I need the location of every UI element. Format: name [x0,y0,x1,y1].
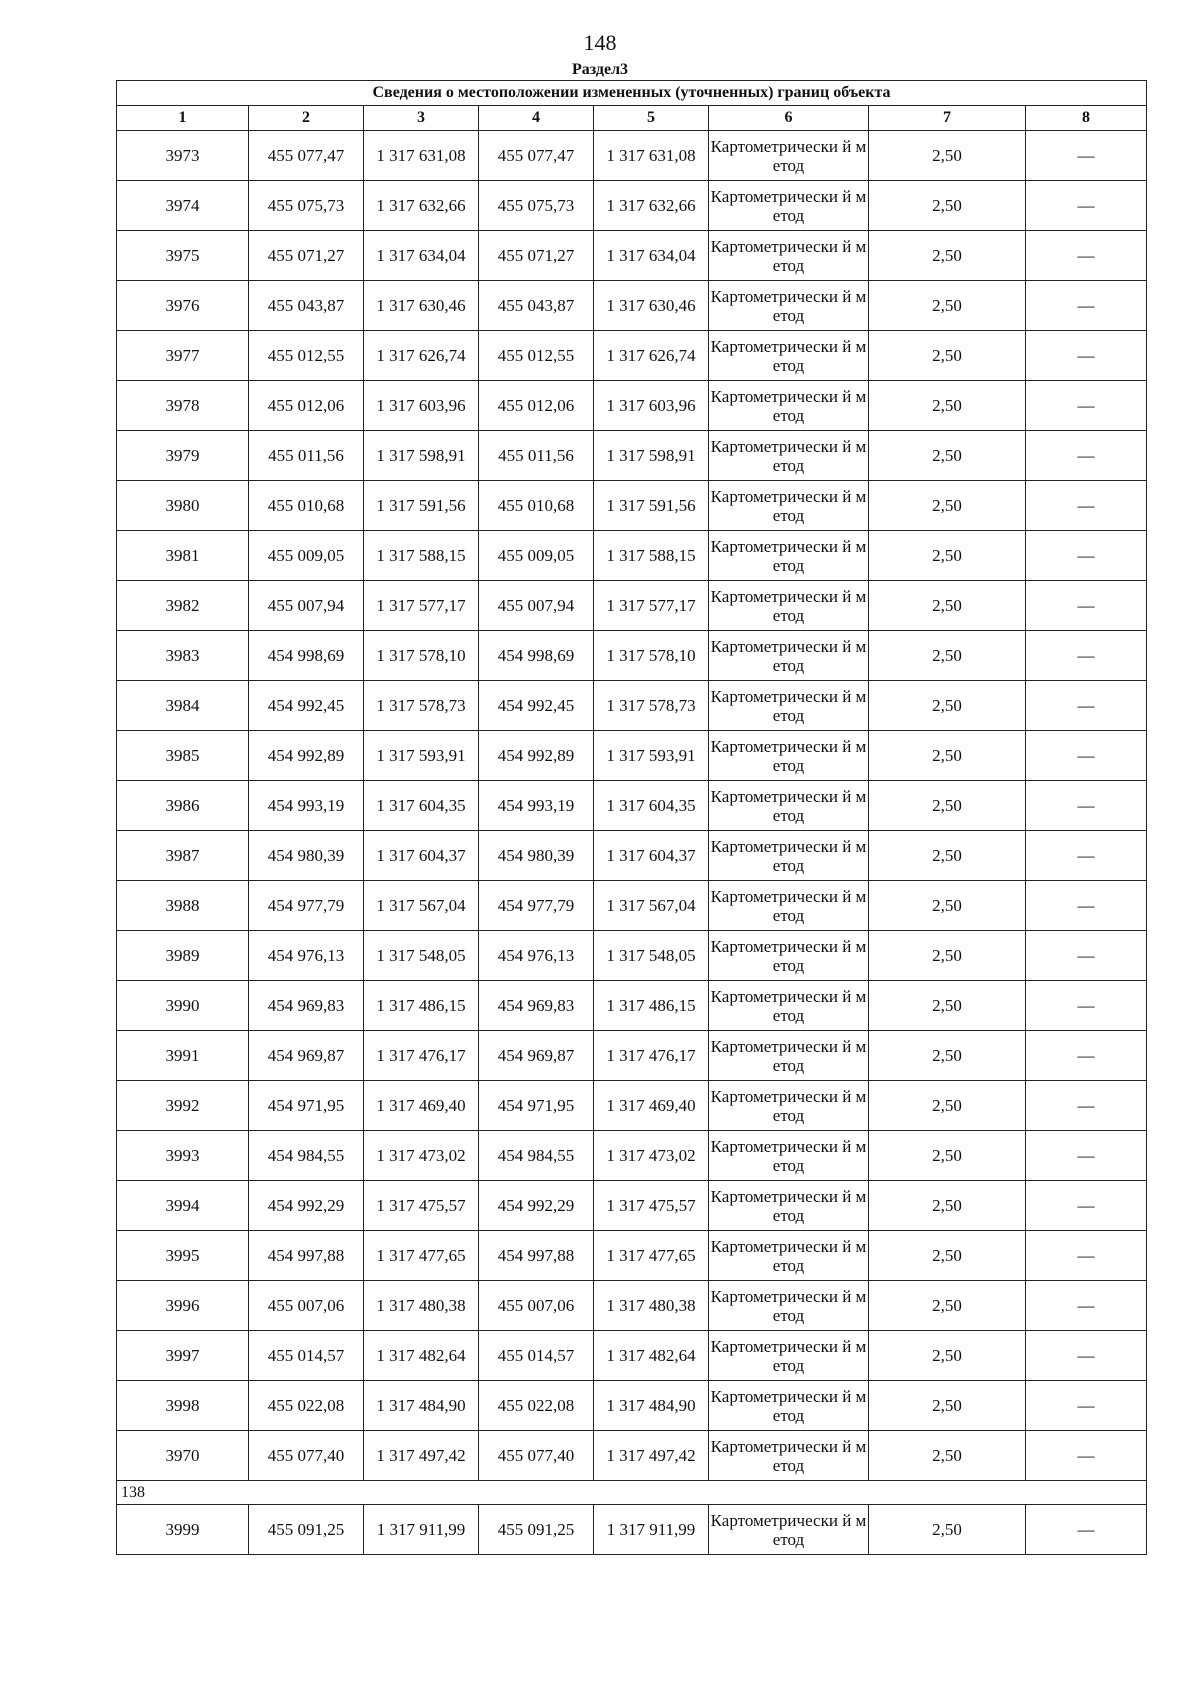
cell-description: — [1026,231,1147,281]
cell-point-number: 3982 [117,581,249,631]
cell-point-number: 3978 [117,381,249,431]
cell-accuracy: 2,50 [869,781,1026,831]
cell-point-number: 3974 [117,181,249,231]
table-row [117,1505,1147,1555]
cell-x-new: 454 998,69 [479,631,594,681]
cell-method: Картометрически й метод [709,231,869,281]
cell-x-old: 455 012,55 [249,331,364,381]
cell-point-number: 3980 [117,481,249,531]
column-header: 5 [594,106,709,131]
cell-accuracy: 2,50 [869,1381,1026,1431]
cell-point-number: 3981 [117,531,249,581]
cell-accuracy: 2,50 [869,1031,1026,1081]
cell-method: Картометрически й метод [709,1031,869,1081]
cell-y-old: 1 317 603,96 [364,381,479,431]
cell-y-new: 1 317 591,56 [594,481,709,531]
cell-x-old: 455 010,68 [249,481,364,531]
cell-accuracy: 2,50 [869,431,1026,481]
cell-description: — [1026,581,1147,631]
cell-method: Картометрически й метод [709,1505,869,1555]
cell-description: — [1026,481,1147,531]
table-row [117,1231,1147,1281]
column-header: 2 [249,106,364,131]
cell-x-old: 454 971,95 [249,1081,364,1131]
cell-method: Картометрически й метод [709,781,869,831]
cell-x-old: 455 091,25 [249,1505,364,1555]
cell-accuracy: 2,50 [869,881,1026,931]
cell-accuracy: 2,50 [869,1281,1026,1331]
cell-x-new: 454 969,87 [479,1031,594,1081]
cell-y-new: 1 317 577,17 [594,581,709,631]
cell-accuracy: 2,50 [869,331,1026,381]
cell-point-number: 3983 [117,631,249,681]
cell-x-old: 454 998,69 [249,631,364,681]
cell-x-new: 455 075,73 [479,181,594,231]
cell-y-old: 1 317 591,56 [364,481,479,531]
cell-y-old: 1 317 577,17 [364,581,479,631]
table-row [117,281,1147,331]
cell-y-new: 1 317 486,15 [594,981,709,1031]
cell-point-number: 3995 [117,1231,249,1281]
cell-accuracy: 2,50 [869,1231,1026,1281]
table-row [117,631,1147,681]
cell-x-new: 454 977,79 [479,881,594,931]
table-row [117,431,1147,481]
cell-x-old: 454 984,55 [249,1131,364,1181]
cell-x-new: 455 091,25 [479,1505,594,1555]
cell-description: — [1026,381,1147,431]
cell-description: — [1026,1181,1147,1231]
cell-accuracy: 2,50 [869,231,1026,281]
table-row [117,1181,1147,1231]
table-row [117,1031,1147,1081]
table-row [117,1381,1147,1431]
cell-y-new: 1 317 588,15 [594,531,709,581]
cell-description: — [1026,1281,1147,1331]
cell-y-old: 1 317 588,15 [364,531,479,581]
cell-y-old: 1 317 632,66 [364,181,479,231]
cell-y-old: 1 317 578,73 [364,681,479,731]
cell-y-old: 1 317 480,38 [364,1281,479,1331]
cell-y-new: 1 317 603,96 [594,381,709,431]
cell-point-number: 3973 [117,131,249,181]
cell-y-new: 1 317 475,57 [594,1181,709,1231]
cell-x-old: 455 077,47 [249,131,364,181]
cell-point-number: 3990 [117,981,249,1031]
cell-x-old: 455 077,40 [249,1431,364,1481]
cell-accuracy: 2,50 [869,831,1026,881]
table-row [117,1431,1147,1481]
cell-y-old: 1 317 634,04 [364,231,479,281]
boundary-coordinates-table [116,80,1147,1555]
cell-description: — [1026,331,1147,381]
cell-method: Картометрически й метод [709,881,869,931]
cell-y-old: 1 317 475,57 [364,1181,479,1231]
cell-point-number: 3998 [117,1381,249,1431]
table-row [117,1081,1147,1131]
cell-accuracy: 2,50 [869,381,1026,431]
cell-accuracy: 2,50 [869,731,1026,781]
cell-y-new: 1 317 567,04 [594,881,709,931]
cell-accuracy: 2,50 [869,181,1026,231]
cell-y-new: 1 317 604,35 [594,781,709,831]
cell-method: Картометрически й метод [709,831,869,881]
cell-description: — [1026,1231,1147,1281]
cell-y-old: 1 317 497,42 [364,1431,479,1481]
cell-description: — [1026,1131,1147,1181]
cell-y-new: 1 317 477,65 [594,1231,709,1281]
table-row [117,831,1147,881]
cell-y-new: 1 317 911,99 [594,1505,709,1555]
cell-point-number: 3991 [117,1031,249,1081]
table-row [117,531,1147,581]
cell-x-new: 454 993,19 [479,781,594,831]
cell-point-number: 3992 [117,1081,249,1131]
cell-point-number: 3989 [117,931,249,981]
cell-description: — [1026,931,1147,981]
cell-point-number: 3977 [117,331,249,381]
cell-x-old: 454 980,39 [249,831,364,881]
cell-y-new: 1 317 604,37 [594,831,709,881]
cell-x-old: 455 014,57 [249,1331,364,1381]
cell-description: — [1026,1331,1147,1381]
cell-method: Картометрически й метод [709,181,869,231]
cell-method: Картометрически й метод [709,581,869,631]
cell-y-old: 1 317 469,40 [364,1081,479,1131]
column-header: 7 [869,106,1026,131]
cell-description: — [1026,781,1147,831]
cell-x-old: 454 992,45 [249,681,364,731]
cell-y-new: 1 317 469,40 [594,1081,709,1131]
cell-x-old: 454 997,88 [249,1231,364,1281]
cell-y-old: 1 317 593,91 [364,731,479,781]
cell-x-new: 454 976,13 [479,931,594,981]
cell-point-number: 3975 [117,231,249,281]
cell-method: Картометрически й метод [709,981,869,1031]
cell-x-new: 455 009,05 [479,531,594,581]
cell-x-old: 455 011,56 [249,431,364,481]
section-title: Раздел3 [571,61,629,78]
cell-method: Картометрически й метод [709,1131,869,1181]
cell-x-new: 455 043,87 [479,281,594,331]
table-row [117,381,1147,431]
cell-description: — [1026,981,1147,1031]
cell-accuracy: 2,50 [869,1431,1026,1481]
cell-x-new: 455 012,55 [479,331,594,381]
column-header: 3 [364,106,479,131]
cell-x-old: 454 976,13 [249,931,364,981]
cell-y-old: 1 317 631,08 [364,131,479,181]
cell-description: — [1026,1081,1147,1131]
cell-y-new: 1 317 473,02 [594,1131,709,1181]
cell-point-number: 3979 [117,431,249,481]
cell-y-new: 1 317 578,73 [594,681,709,731]
cell-accuracy: 2,50 [869,531,1026,581]
cell-accuracy: 2,50 [869,281,1026,331]
cell-accuracy: 2,50 [869,481,1026,531]
cell-method: Картометрически й метод [709,1431,869,1481]
column-header: 8 [1026,106,1147,131]
table-row [117,481,1147,531]
cell-y-old: 1 317 486,15 [364,981,479,1031]
cell-point-number: 3999 [117,1505,249,1555]
cell-y-old: 1 317 626,74 [364,331,479,381]
cell-y-new: 1 317 484,90 [594,1381,709,1431]
cell-method: Картометрически й метод [709,281,869,331]
table-row [117,231,1147,281]
cell-x-old: 455 075,73 [249,181,364,231]
cell-point-number: 3984 [117,681,249,731]
cell-description: — [1026,831,1147,881]
cell-accuracy: 2,50 [869,981,1026,1031]
cell-x-new: 454 992,45 [479,681,594,731]
table-row [117,581,1147,631]
cell-point-number: 3986 [117,781,249,831]
cell-y-old: 1 317 911,99 [364,1505,479,1555]
cell-method: Картометрически й метод [709,531,869,581]
cell-accuracy: 2,50 [869,1331,1026,1381]
cell-description: — [1026,431,1147,481]
cell-accuracy: 2,50 [869,1505,1026,1555]
table-row [117,981,1147,1031]
cell-description: — [1026,681,1147,731]
cell-y-old: 1 317 598,91 [364,431,479,481]
cell-y-old: 1 317 482,64 [364,1331,479,1381]
table-row [117,331,1147,381]
cell-accuracy: 2,50 [869,131,1026,181]
column-header: 1 [117,106,249,131]
table-row [117,931,1147,981]
cell-y-new: 1 317 630,46 [594,281,709,331]
cell-description: — [1026,1431,1147,1481]
cell-description: — [1026,731,1147,781]
cell-x-new: 455 007,06 [479,1281,594,1331]
cell-method: Картометрически й метод [709,481,869,531]
cell-accuracy: 2,50 [869,1181,1026,1231]
cell-y-new: 1 317 476,17 [594,1031,709,1081]
cell-x-new: 454 969,83 [479,981,594,1031]
cell-method: Картометрически й метод [709,431,869,481]
cell-description: — [1026,631,1147,681]
cell-description: — [1026,1505,1147,1555]
cell-y-old: 1 317 604,35 [364,781,479,831]
cell-y-new: 1 317 626,74 [594,331,709,381]
cell-point-number: 3970 [117,1431,249,1481]
cell-x-old: 455 007,06 [249,1281,364,1331]
cell-y-old: 1 317 476,17 [364,1031,479,1081]
cell-method: Картометрически й метод [709,1381,869,1431]
table-row [117,781,1147,831]
cell-x-new: 454 971,95 [479,1081,594,1131]
cell-y-old: 1 317 604,37 [364,831,479,881]
cell-method: Картометрически й метод [709,1331,869,1381]
cell-x-old: 455 009,05 [249,531,364,581]
cell-x-old: 455 007,94 [249,581,364,631]
cell-x-new: 455 014,57 [479,1331,594,1381]
cell-accuracy: 2,50 [869,1131,1026,1181]
cell-y-new: 1 317 482,64 [594,1331,709,1381]
table-row [117,681,1147,731]
cell-y-new: 1 317 578,10 [594,631,709,681]
cell-y-old: 1 317 548,05 [364,931,479,981]
table-title: Сведения о местоположении измененных (уточненных) границ объекта [117,81,1147,106]
group-label: 138 [117,1481,1147,1505]
cell-point-number: 3994 [117,1181,249,1231]
table-row [117,181,1147,231]
table-row [117,1331,1147,1381]
cell-x-new: 455 077,47 [479,131,594,181]
cell-x-old: 455 043,87 [249,281,364,331]
cell-x-old: 455 022,08 [249,1381,364,1431]
cell-description: — [1026,281,1147,331]
cell-x-new: 454 992,29 [479,1181,594,1231]
cell-method: Картометрически й метод [709,1181,869,1231]
cell-method: Картометрически й метод [709,731,869,781]
cell-x-old: 454 993,19 [249,781,364,831]
cell-x-new: 455 010,68 [479,481,594,531]
cell-method: Картометрически й метод [709,631,869,681]
table-row [117,1131,1147,1181]
cell-method: Картометрически й метод [709,131,869,181]
cell-x-old: 454 992,29 [249,1181,364,1231]
cell-y-new: 1 317 480,38 [594,1281,709,1331]
table-row [117,131,1147,181]
cell-x-new: 455 077,40 [479,1431,594,1481]
cell-x-old: 455 071,27 [249,231,364,281]
cell-accuracy: 2,50 [869,681,1026,731]
cell-x-old: 454 977,79 [249,881,364,931]
cell-point-number: 3993 [117,1131,249,1181]
cell-method: Картометрически й метод [709,681,869,731]
cell-y-new: 1 317 598,91 [594,431,709,481]
header-row [117,106,1147,131]
cell-y-new: 1 317 548,05 [594,931,709,981]
cell-y-old: 1 317 484,90 [364,1381,479,1431]
cell-x-new: 455 022,08 [479,1381,594,1431]
cell-accuracy: 2,50 [869,631,1026,681]
cell-description: — [1026,131,1147,181]
cell-point-number: 3987 [117,831,249,881]
cell-x-old: 454 969,87 [249,1031,364,1081]
cell-x-old: 454 992,89 [249,731,364,781]
cell-description: — [1026,531,1147,581]
cell-x-old: 454 969,83 [249,981,364,1031]
cell-description: — [1026,1031,1147,1081]
cell-point-number: 3988 [117,881,249,931]
cell-x-new: 455 011,56 [479,431,594,481]
cell-x-new: 454 997,88 [479,1231,594,1281]
cell-accuracy: 2,50 [869,581,1026,631]
cell-method: Картометрически й метод [709,931,869,981]
cell-x-new: 455 012,06 [479,381,594,431]
group-label-row [117,1481,1147,1505]
table-row [117,881,1147,931]
column-header: 6 [709,106,869,131]
cell-method: Картометрически й метод [709,381,869,431]
page-number: 148 [583,30,617,55]
cell-point-number: 3985 [117,731,249,781]
cell-description: — [1026,1381,1147,1431]
cell-x-new: 455 007,94 [479,581,594,631]
cell-y-new: 1 317 634,04 [594,231,709,281]
cell-y-new: 1 317 632,66 [594,181,709,231]
cell-y-new: 1 317 593,91 [594,731,709,781]
cell-y-old: 1 317 578,10 [364,631,479,681]
table-row [117,731,1147,781]
cell-y-new: 1 317 631,08 [594,131,709,181]
cell-y-new: 1 317 497,42 [594,1431,709,1481]
cell-method: Картометрически й метод [709,1081,869,1131]
cell-description: — [1026,881,1147,931]
cell-accuracy: 2,50 [869,931,1026,981]
cell-y-old: 1 317 473,02 [364,1131,479,1181]
cell-x-new: 454 992,89 [479,731,594,781]
cell-description: — [1026,181,1147,231]
cell-x-new: 454 980,39 [479,831,594,881]
cell-method: Картометрически й метод [709,1231,869,1281]
cell-y-old: 1 317 477,65 [364,1231,479,1281]
cell-y-old: 1 317 630,46 [364,281,479,331]
cell-y-old: 1 317 567,04 [364,881,479,931]
cell-x-old: 455 012,06 [249,381,364,431]
cell-x-new: 455 071,27 [479,231,594,281]
cell-point-number: 3976 [117,281,249,331]
cell-point-number: 3997 [117,1331,249,1381]
cell-point-number: 3996 [117,1281,249,1331]
cell-method: Картометрически й метод [709,331,869,381]
cell-method: Картометрически й метод [709,1281,869,1331]
table-row [117,1281,1147,1331]
cell-accuracy: 2,50 [869,1081,1026,1131]
column-header: 4 [479,106,594,131]
cell-x-new: 454 984,55 [479,1131,594,1181]
